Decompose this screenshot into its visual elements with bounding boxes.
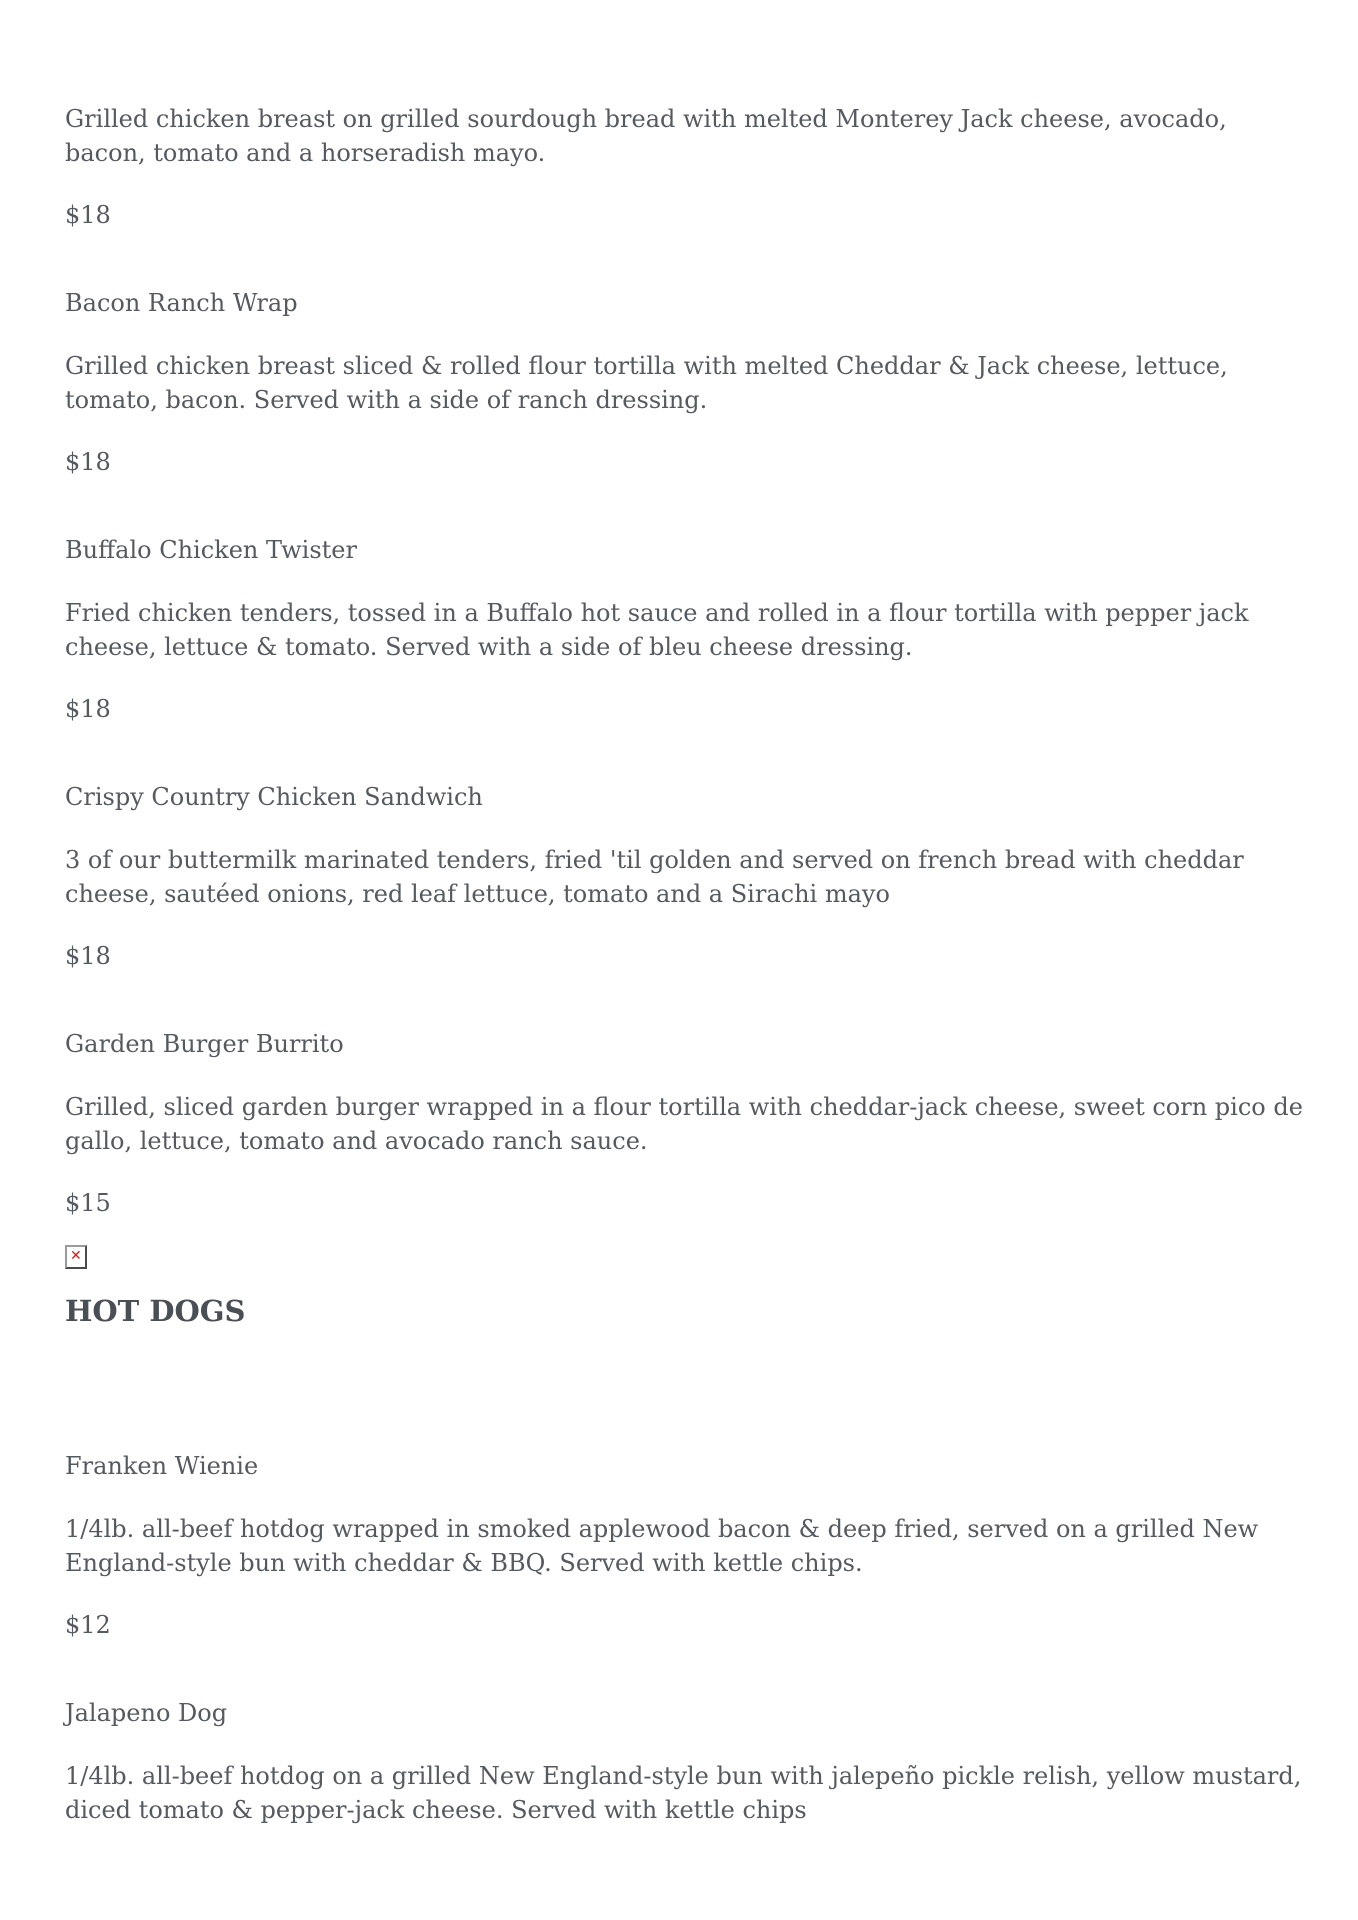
close-icon: ✕	[70, 1248, 82, 1264]
menu-item-name: Garden Burger Burrito	[65, 1030, 344, 1058]
menu-item	[65, 102, 1305, 232]
menu-item	[65, 533, 1305, 726]
menu-item-description: Fried chicken tenders, tossed in a Buffalo hot sauce and rolled in a flour tortilla with pepper jack cheese, lettuce & tomato. Served with a side of bleu cheese dressing.	[65, 599, 1249, 661]
menu-item-price: $18	[65, 942, 111, 970]
menu-item-description: Grilled, sliced garden burger wrapped in a flour tortilla with cheddar-jack cheese, sweet corn pico de gallo, lettuce, tomato and avocado ranch sauce.	[65, 1093, 1303, 1155]
menu-item-description: Grilled chicken breast sliced & rolled flour tortilla with melted Cheddar & Jack cheese, lettuce, tomato, bacon. Served with a side of ranch dressing.	[65, 352, 1228, 414]
menu-item-name: Franken Wienie	[65, 1452, 259, 1480]
menu-item-price: $12	[65, 1611, 111, 1639]
menu-item-description: 1/4lb. all-beef hotdog wrapped in smoked applewood bacon & deep fried, served on a grilled New England-style bun with cheddar & BBQ. Served with kettle chips.	[65, 1515, 1259, 1577]
menu-page	[65, 102, 1305, 1855]
menu-item-price: $15	[65, 1189, 111, 1217]
menu-item-description: Grilled chicken breast on grilled sourdough bread with melted Monterey Jack cheese, avocado, bacon, tomato and a horseradish mayo.	[65, 105, 1227, 167]
menu-item	[65, 286, 1305, 479]
section-heading-hot-dogs: HOT DOGS	[65, 1294, 246, 1328]
menu-item	[65, 1696, 1305, 1827]
menu-item-name: Crispy Country Chicken Sandwich	[65, 783, 483, 811]
menu-item-name: Buffalo Chicken Twister	[65, 536, 357, 564]
menu-item-name: Bacon Ranch Wrap	[65, 289, 298, 317]
menu-item	[65, 780, 1305, 973]
menu-item-description: 1/4lb. all-beef hotdog on a grilled New England-style bun with jalepeño pickle relish, yellow mustard, diced tomato & pepper-jack cheese. Served with kettle chips	[65, 1762, 1302, 1824]
menu-item-description: 3 of our buttermilk marinated tenders, fried 'til golden and served on french bread with cheddar cheese, sautéed onions, red leaf lettuce, tomato and a Sirachi mayo	[65, 846, 1244, 908]
menu-item-price: $18	[65, 448, 111, 476]
menu-item	[65, 1449, 1305, 1642]
menu-item-name: Jalapeno Dog	[65, 1699, 228, 1727]
menu-item-price: $18	[65, 695, 111, 723]
menu-item	[65, 1027, 1305, 1220]
broken-image-icon	[65, 1245, 87, 1269]
menu-item-price: $18	[65, 201, 111, 229]
